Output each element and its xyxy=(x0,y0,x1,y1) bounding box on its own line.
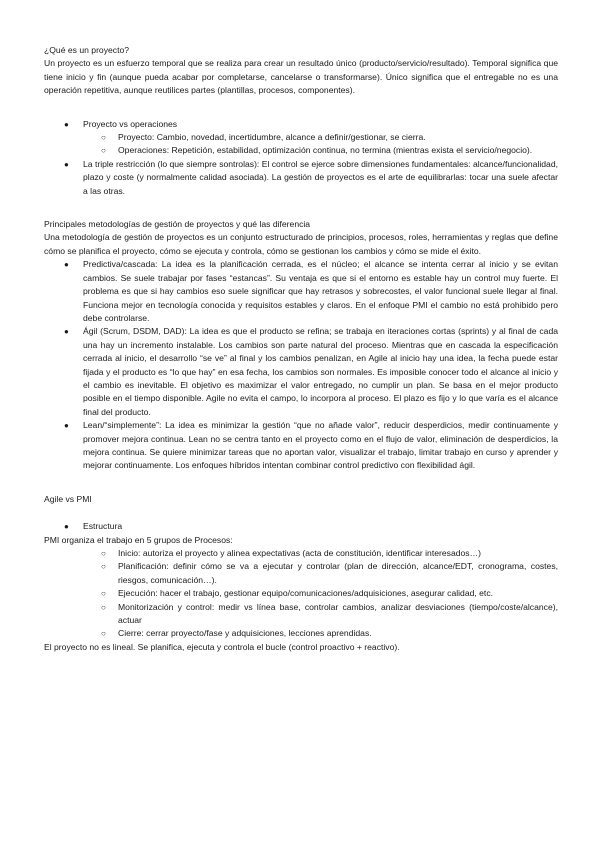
list-item-label: Proyecto vs operaciones xyxy=(83,118,178,129)
list-item-cierre xyxy=(44,627,558,640)
bullet-icon: ● xyxy=(64,119,69,129)
list-item-inicio xyxy=(44,547,558,560)
list-item-triple-restriccion xyxy=(44,158,558,198)
bullet-list-estructura xyxy=(44,520,558,533)
section-title-metodologias: Principales metodologías de gestión de proyectos y qué las diferencia xyxy=(44,219,311,230)
list-item-agil xyxy=(44,325,558,419)
paragraph-pmi-intro: PMI organiza el trabajo en 5 grupos de Procesos: xyxy=(44,534,233,545)
list-item-estructura xyxy=(44,520,558,533)
list-item-text: Operaciones: Repetición, estabilidad, optimización continua, no termina (mientras exista el servicio/negocio). xyxy=(118,145,533,156)
list-item-label: Estructura xyxy=(83,521,123,532)
list-item-text: Ejecución: hacer el trabajo, gestionar equipo/comunicaciones/adquisiciones, asegurar calidad, etc. xyxy=(118,588,494,599)
list-item-ejecucion xyxy=(44,587,558,600)
list-item-text: Cierre: cerrar proyecto/fase y adquisiciones, lecciones aprendidas. xyxy=(118,628,372,639)
circle-bullet-icon: ○ xyxy=(101,549,106,558)
bullet-icon: ● xyxy=(64,421,69,431)
bullet-icon: ● xyxy=(64,327,69,337)
list-item-planificacion xyxy=(44,560,558,587)
circle-bullet-icon: ○ xyxy=(101,629,106,639)
paragraph-definicion-proyecto: Un proyecto es un esfuerzo temporal que se realiza para crear un resultado único (producto/servicio/resultado). Temporal significa que tiene inicio y fin (aunque pueda acabar por completarse, cancelarse o transformarse). Único significa que el entregable no es una operación repetitiva, aunque reutilices partes (plantillas, procesos, componentes). xyxy=(44,58,558,96)
list-item-lean xyxy=(44,419,558,473)
bullet-icon: ● xyxy=(64,522,69,532)
list-item-text: Ágil (Scrum, DSDM, DAD): La idea es que el producto se refina; se trabaja en iteraciones cortas (sprints) y al final de cada una hay un incremento instalable. Los cambios son parte natural del proceso. Mientras que en cascada la especificación cerrada al inicio, el desarrollo “se ve” al final y los cambios penalizan, en Agile al inicio hay una idea, la fecha puede estar fijada y el producto es “lo que hay” en esa fecha, los cambios son normales. Es imposible conocer todo el alcance al inicio y el cambio es inevitable. El objetivo es maximizar el valor entregado, no cumplir un plan. Se basa en el mejor producto posible en el tiempo disponible. Agile no evita el campo, lo incorpora al proceso. El plazo es fijo y lo que varía es el alcance final del producto. xyxy=(83,326,558,417)
list-item-text: Inicio: autoriza el proyecto y alinea expectativas (acta de constitución, identificar interesados…) xyxy=(118,548,482,558)
circle-bullet-icon: ○ xyxy=(101,589,106,599)
paragraph-proyecto-no-lineal: El proyecto no es lineal. Se planifica, ejecuta y controla el bucle (control proactivo + reactivo). xyxy=(44,641,400,652)
list-item-text: Proyecto: Cambio, novedad, incertidumbre, alcance a definir/gestionar, se cierra. xyxy=(118,132,426,143)
section-title-que-es-proyecto: ¿Qué es un proyecto? xyxy=(44,45,130,55)
section-title-agile-vs-pmi: Agile vs PMI xyxy=(44,493,92,504)
list-item-monitorizacion xyxy=(44,601,558,628)
circle-bullet-icon: ○ xyxy=(101,602,106,612)
list-item-text: Predictiva/cascada: La idea es la planificación cerrada, es el núcleo; el alcance se intenta cerrar al inicio y se evitan cambios. Se suele trabajar por fases “estancas”. Su ventaja es que si el entorno es estable hay un control muy fuerte. El problema es que si hay cambios eso suele significar que hay retrasos y sobrecostes, el valor funcional suele llegar al final. Funciona mejor en tecnología conocida y requisitos estables y claros. En el enfoque PMI el cambio no está prohibido pero debe controlarse. xyxy=(83,259,558,323)
list-item-operaciones xyxy=(44,144,558,157)
bullet-list-metodologias xyxy=(44,258,558,473)
list-item-proyecto-vs-operaciones xyxy=(44,118,558,131)
list-item-proyecto xyxy=(44,131,558,144)
bullet-list-proyecto xyxy=(44,118,558,198)
list-item-predictiva xyxy=(44,258,558,325)
circle-bullet-icon: ○ xyxy=(101,146,106,156)
bullet-icon: ● xyxy=(64,159,69,169)
document-content xyxy=(44,44,558,654)
list-item-text: Monitorización y control: medir vs línea base, controlar cambios, analizar desviaciones (tiempo/coste/alcance), actuar xyxy=(118,601,558,626)
list-item-text: Planificación: definir cómo se va a ejecutar y controlar (plan de dirección, alcance/EDT, cronograma, costes, riesgos, comunicación…). xyxy=(118,561,558,585)
paragraph-metodologia: Una metodología de gestión de proyectos es un conjunto estructurado de principios, procesos, roles, herramientas y reglas que define cómo se planifica el proyecto, cómo se ejecuta y controla, cómo se gestionan los cambios y cómo se mide el éxito. xyxy=(44,232,558,256)
list-item-text: Lean/“simplemente”: La idea es minimizar la gestión “que no añade valor”, reducir desperdicios, medir continuamente y promover mejora continua. Lean no se centra tanto en el proyecto como en el flujo de valor, eliminación de desperdicios, la mejora continua. Se quiere minimizar tareas que no aportan valor, visualizar el trabajo, limitar trabajo en curso y aprender y mejorar continuamente. Los enfoques híbridos intentan combinar control predictivo con flexibilidad ágil. xyxy=(83,420,558,471)
list-item-text: La triple restricción (lo que siempre sontrolas): El control se ejerce sobre dimensiones fundamentales: alcance/funcionalidad, plazo y coste (y normalmente calidad asociada). La gestión de proyectos es el arte de equilibrarlas: tocar una suele afectar a las otras. xyxy=(83,158,558,196)
bullet-icon: ● xyxy=(64,260,69,270)
circle-bullet-icon: ○ xyxy=(101,562,106,572)
bullet-list-grupos-procesos xyxy=(44,547,558,641)
circle-bullet-icon: ○ xyxy=(101,133,106,143)
